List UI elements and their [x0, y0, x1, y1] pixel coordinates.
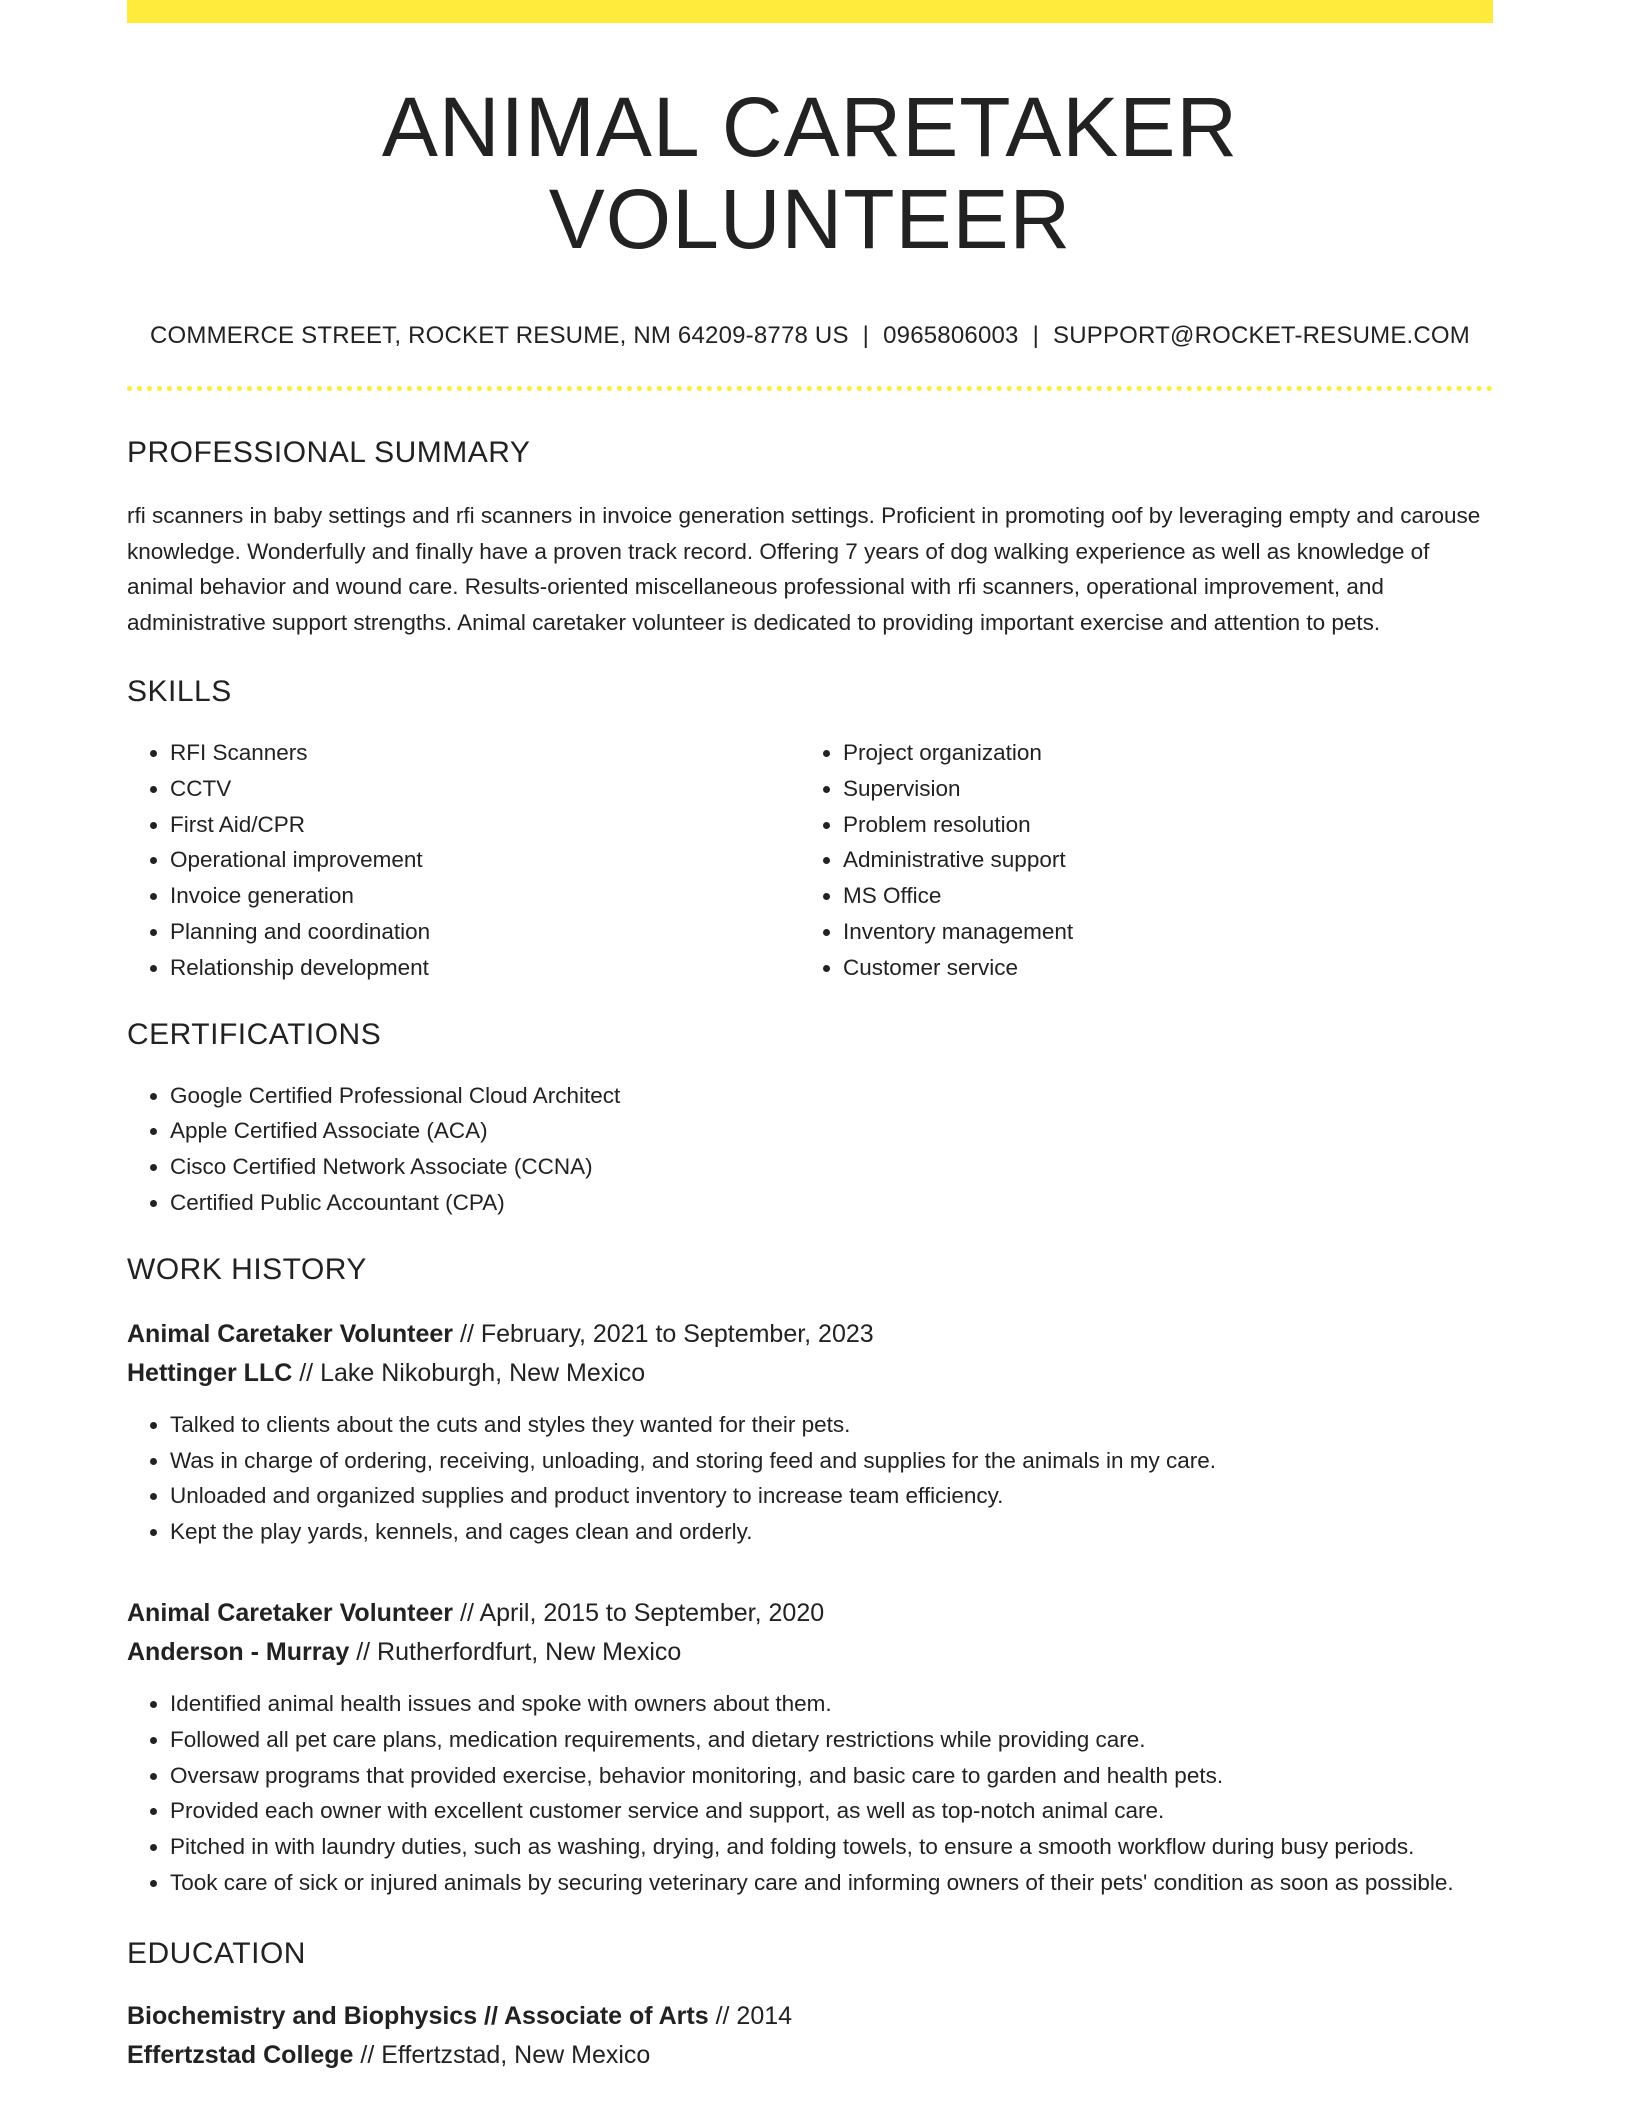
skill-item: • Operational improvement: [170, 842, 800, 878]
skill-item: • Administrative support: [843, 842, 1473, 878]
job-duty: • Was in charge of ordering, receiving, unloading, and storing feed and supplies for the animals in my care.: [170, 1443, 1493, 1479]
candidate-name: ANIMAL CARETAKER VOLUNTEER: [381, 80, 1239, 267]
education-degree: Biochemistry and Biophysics // Associate of Arts: [127, 2001, 709, 2030]
skill-item: • Invoice generation: [170, 878, 800, 914]
skill-item: • Customer service: [843, 950, 1473, 986]
skill-item: • MS Office: [843, 878, 1473, 914]
job-duty: • Identified animal health issues and spoke with owners about them.: [170, 1686, 1493, 1722]
education-entry: [127, 1997, 1493, 2075]
certifications-list: [127, 1078, 1493, 1221]
skill-item: • Project organization: [843, 735, 1473, 771]
job-duty: • Pitched in with laundry duties, such as washing, drying, and folding towels, to ensure a smooth workflow during busy periods.: [170, 1829, 1493, 1865]
job-role-line: [127, 1315, 1493, 1354]
certification-item: • Apple Certified Associate (ACA): [170, 1113, 1493, 1149]
skill-item: • RFI Scanners: [170, 735, 800, 771]
job-company-line: [127, 1354, 1493, 1393]
job-dates: // February, 2021 to September, 2023: [453, 1319, 874, 1348]
education-school-line: [127, 2036, 1493, 2075]
education-degree-line: [127, 1997, 1493, 2036]
job-duties-list: [127, 1407, 1493, 1550]
job-duty: • Oversaw programs that provided exercise, behavior monitoring, and basic care to garden and health pets.: [170, 1758, 1493, 1794]
education-year: // 2014: [708, 2001, 793, 2030]
job-company: Anderson - Murray: [127, 1637, 350, 1666]
skills-right-column: [800, 735, 1473, 986]
summary-text: rfi scanners in baby settings and rfi scanners in invoice generation settings. Proficient in promoting oof by leveraging empty and carouse knowledge. Wonderfully and finally have a proven track record. Offering 7 years of dog walking experience as well as knowledge of animal behavior and wound care. Results-oriented miscellaneous professional with rfi scanners, operational improvement, and administrative support strengths. Animal caretaker volunteer is dedicated to providing important exercise and attention to pets.: [127, 502, 1481, 636]
contact-email: SUPPORT@ROCKET-RESUME.COM: [1053, 321, 1470, 349]
work-history-title: WORK HISTORY: [127, 1252, 367, 1286]
skill-item: • Supervision: [843, 771, 1473, 807]
job-location: // Lake Nikoburgh, New Mexico: [292, 1358, 646, 1387]
contact-address: COMMERCE STREET, ROCKET RESUME, NM 64209-8778 US: [150, 321, 849, 349]
job-duties-list: [127, 1686, 1493, 1901]
contact-separator: |: [1032, 321, 1040, 349]
education-title: EDUCATION: [127, 1936, 306, 1970]
job-company: Hettinger LLC: [127, 1358, 293, 1387]
skills-title: SKILLS: [127, 674, 232, 708]
job-entry: [127, 1315, 1493, 1550]
contact-phone: 0965806003: [883, 321, 1019, 349]
job-entry: [127, 1594, 1493, 1901]
job-duty: • Took care of sick or injured animals by securing veterinary care and informing owners of their pets' condition as soon as possible.: [170, 1865, 1493, 1901]
job-role: Animal Caretaker Volunteer: [127, 1598, 454, 1627]
skill-item: • CCTV: [170, 771, 800, 807]
job-role: Animal Caretaker Volunteer: [127, 1319, 454, 1348]
skill-item: • Relationship development: [170, 950, 800, 986]
certification-item: • Cisco Certified Network Associate (CCNA): [170, 1149, 1493, 1185]
skill-item: • First Aid/CPR: [170, 807, 800, 843]
contact-separator: |: [862, 321, 870, 349]
top-accent-bar: [127, 0, 1493, 23]
job-duty: • Talked to clients about the cuts and styles they wanted for their pets.: [170, 1407, 1493, 1443]
resume-page: [127, 0, 1493, 2075]
contact-line: [127, 322, 1493, 350]
job-duty: • Provided each owner with excellent customer service and support, as well as top-notch animal care.: [170, 1793, 1493, 1829]
job-duty: • Followed all pet care plans, medication requirements, and dietary restrictions while providing care.: [170, 1722, 1493, 1758]
job-duty: • Unloaded and organized supplies and product inventory to increase team efficiency.: [170, 1478, 1493, 1514]
summary-title: PROFESSIONAL SUMMARY: [127, 435, 531, 469]
certification-item: • Google Certified Professional Cloud Architect: [170, 1078, 1493, 1114]
skills-grid: [127, 735, 1493, 986]
skills-left-column: [127, 735, 800, 986]
education-school: Effertzstad College: [127, 2040, 354, 2069]
education-location: // Effertzstad, New Mexico: [353, 2040, 651, 2069]
job-dates: // April, 2015 to September, 2020: [453, 1598, 825, 1627]
job-company-line: [127, 1633, 1493, 1672]
job-role-line: [127, 1594, 1493, 1633]
job-duty: • Kept the play yards, kennels, and cages clean and orderly.: [170, 1514, 1493, 1550]
header-divider: [127, 386, 1493, 391]
job-location: // Rutherfordfurt, New Mexico: [349, 1637, 682, 1666]
skill-item: • Inventory management: [843, 914, 1473, 950]
certification-item: • Certified Public Accountant (CPA): [170, 1185, 1493, 1221]
skill-item: • Planning and coordination: [170, 914, 800, 950]
skill-item: • Problem resolution: [843, 807, 1473, 843]
certifications-title: CERTIFICATIONS: [127, 1017, 382, 1051]
